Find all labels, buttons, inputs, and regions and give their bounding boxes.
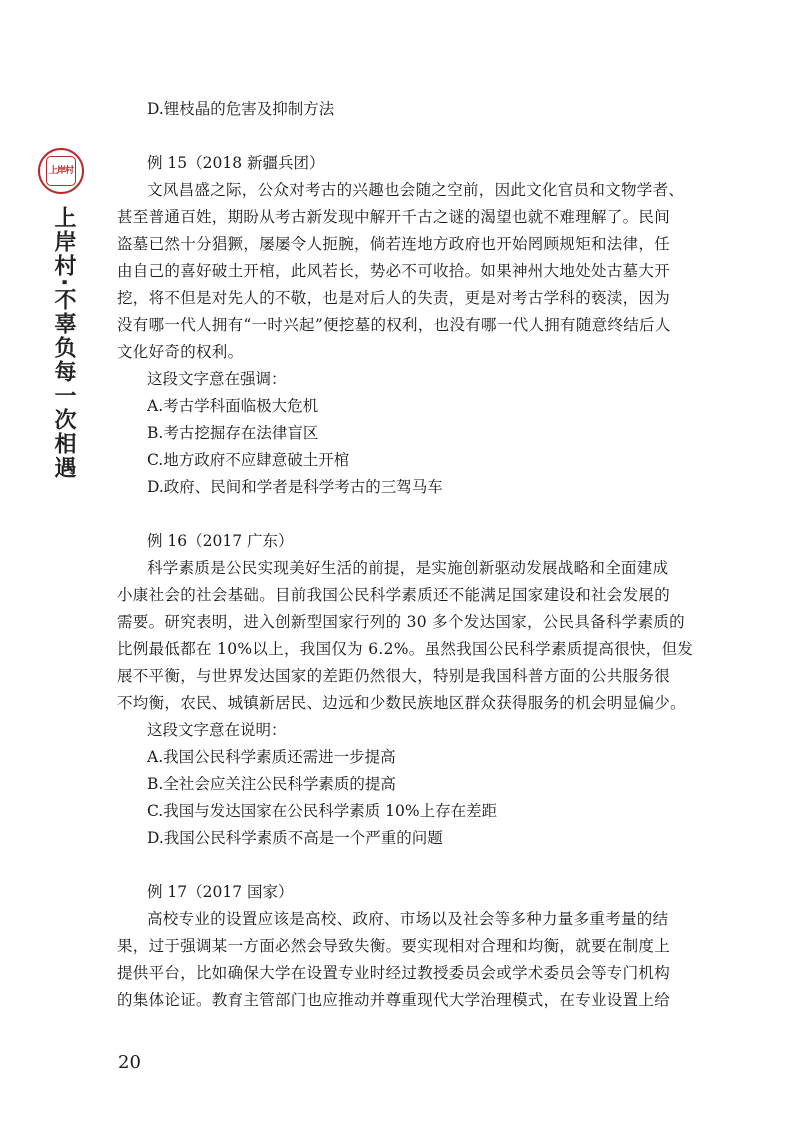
passage-line: 提供平台，比如确保大学在设置专业时经过教授委员会或学术委员会等专门机构 bbox=[117, 964, 671, 982]
example-15-heading: 例 15（2018 新疆兵团） bbox=[147, 154, 325, 172]
passage-line: 科学素质是公民实现美好生活的前提，是实施创新驱动发展战略和全面建成 bbox=[147, 559, 669, 577]
example-16-passage bbox=[117, 555, 694, 717]
example-16-question: 这段文字意在说明： bbox=[147, 721, 287, 739]
passage-line: 需要。研究表明，进入创新型国家行列的 30 多个发达国家，公民具备科学素质的 bbox=[117, 613, 685, 631]
passage-line: 展不平衡，与世界发达国家的差距仍然很大，特别是我国科普方面的公共服务很 bbox=[117, 667, 671, 685]
passage-line: 盗墓已然十分猖獗，屡屡令人扼腕，倘若连地方政府也开始罔顾规矩和法律，任 bbox=[117, 235, 671, 253]
passage-line: 由自己的喜好破土开棺，此风若长，势必不可收拾。如果神州大地处处古墓大开 bbox=[117, 262, 671, 280]
brand-seal-logo bbox=[38, 148, 84, 194]
example-17-passage bbox=[117, 906, 687, 1014]
passage-line: 甚至普通百姓，期盼从考古新发现中解开千古之谜的渴望也就不难理解了。民间 bbox=[117, 208, 671, 226]
example-17-heading: 例 17（2017 国家） bbox=[147, 883, 294, 901]
example-15-option-c: C.地方政府不应肆意破土开棺 bbox=[147, 451, 350, 469]
passage-line: 比例最低都在 10%以上，我国仅为 6.2%。虽然我国公民科学素质提高很快，但发 bbox=[117, 640, 694, 658]
page-number: 20 bbox=[118, 1052, 141, 1073]
main-content bbox=[117, 96, 694, 1014]
passage-line: 不均衡，农民、城镇新居民、边远和少数民族地区群众获得服务的机会明显偏少。 bbox=[117, 694, 686, 712]
example-16-option-a: A.我国公民科学素质还需进一步提高 bbox=[147, 748, 396, 766]
sidebar-tagline: 上岸村·不辜负每一次相遇 bbox=[51, 206, 76, 481]
example-15-question: 这段文字意在强调： bbox=[147, 370, 287, 388]
passage-line: 的集体论证。教育主管部门也应推动并尊重现代大学治理模式，在专业设置上给 bbox=[117, 991, 671, 1009]
seal-text: 上岸村 bbox=[46, 156, 76, 186]
example-15-passage bbox=[117, 177, 687, 366]
passage-line: 挖，将不但是对先人的不敬，也是对后人的失责，更是对考古学科的亵渎，因为 bbox=[117, 289, 671, 307]
example-16-heading: 例 16（2017 广东） bbox=[147, 532, 294, 550]
passage-line: 小康社会的社会基础。目前我国公民科学素质还不能满足国家建设和社会发展的 bbox=[117, 586, 671, 604]
passage-line: 没有哪一代人拥有“一时兴起”便挖墓的权利，也没有哪一代人拥有随意终结后人 bbox=[117, 316, 671, 334]
example-15-option-a: A.考古学科面临极大危机 bbox=[147, 397, 319, 415]
passage-line: 文风昌盛之际，公众对考古的兴趣也会随之空前，因此文化官员和文物学者、 bbox=[147, 181, 685, 199]
example-16-option-d: D.我国公民科学素质不高是一个严重的问题 bbox=[147, 829, 443, 847]
example-16-option-b: B.全社会应关注公民科学素质的提高 bbox=[147, 775, 396, 793]
top-option: D.锂枝晶的危害及抑制方法 bbox=[147, 100, 335, 118]
example-15-option-d: D.政府、民间和学者是科学考古的三驾马车 bbox=[147, 478, 443, 496]
example-15-option-b: B.考古挖掘存在法律盲区 bbox=[147, 424, 319, 442]
example-16-option-c: C.我国与发达国家在公民科学素质 10%上存在差距 bbox=[147, 802, 498, 820]
passage-line: 果，过于强调某一方面必然会导致失衡。要实现相对合理和均衡，就要在制度上 bbox=[117, 937, 671, 955]
passage-line: 高校专业的设置应该是高校、政府、市场以及社会等多种力量多重考量的结 bbox=[147, 910, 669, 928]
passage-line: 文化好奇的权利。 bbox=[117, 343, 244, 361]
